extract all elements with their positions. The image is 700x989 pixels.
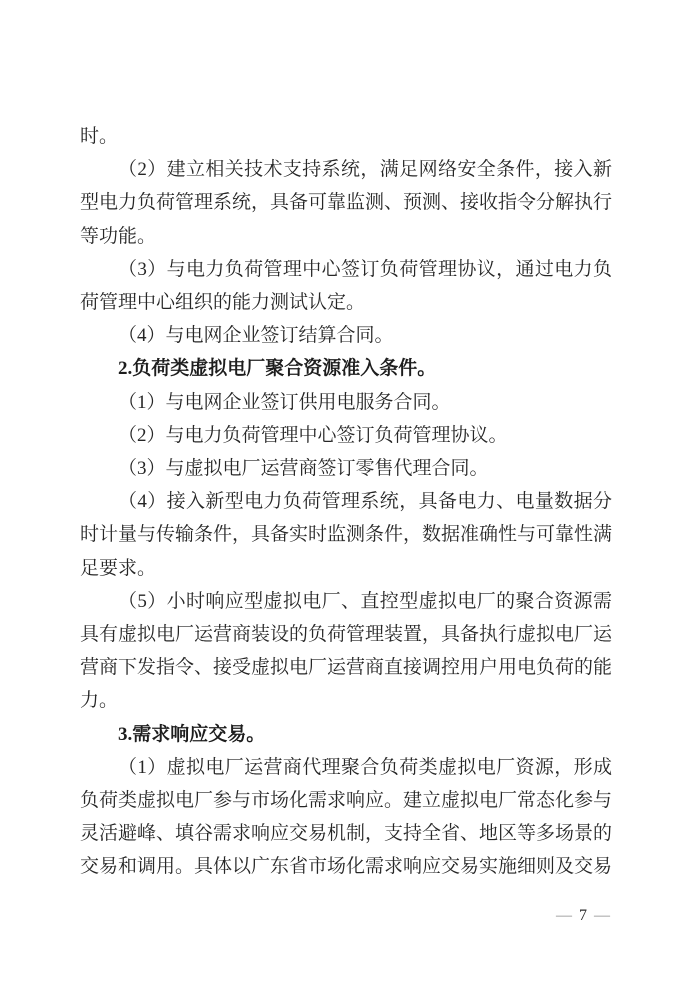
paragraph: （2）建立相关技术支持系统，满足网络安全条件，接入新型电力负荷管理系统，具备可靠监测、预测、接收指令分解执行等功能。 — [80, 159, 613, 247]
paragraph-continuation: 时。 — [80, 126, 119, 147]
page-number — [556, 906, 610, 926]
paragraph: （4）接入新型电力负荷管理系统，具备电力、电量数据分时计量与传输条件，具备实时监测条件，数据准确性与可靠性满足要求。 — [80, 491, 613, 579]
paragraph: （3）与虚拟电厂运营商签订零售代理合同。 — [118, 458, 489, 480]
paragraph: （1）虚拟电厂运营商代理聚合负荷类虚拟电厂资源，形成负荷类虚拟电厂参与市场化需求响应。建立虚拟电厂常态化参与灵活避峰、填谷需求响应交易机制，支持全省、地区等多场景的交易和调用。具体以广东省市场化需求响应交易实施细则及交易 — [80, 756, 613, 878]
section-heading-demand-response: 3.需求响应交易。 — [118, 723, 266, 745]
paragraph: （4）与电网企业签订结算合同。 — [118, 325, 394, 347]
page-number-value: 7 — [579, 907, 587, 924]
page-number-dash-right: — — [594, 907, 610, 924]
paragraph: （2）与电力负荷管理中心签订负荷管理协议。 — [118, 424, 508, 446]
section-heading-load-vpp-conditions: 2.负荷类虚拟电厂聚合资源准入条件。 — [118, 358, 437, 380]
paragraph: （5）小时响应型虚拟电厂、直控型虚拟电厂的聚合资源需具有虚拟电厂运营商装设的负荷管理装置，具备执行虚拟电厂运营商下发指令、接受虚拟电厂运营商直接调控用户用电负荷的能力。 — [80, 590, 613, 712]
page-number-dash-left: — — [556, 907, 572, 924]
document-body — [80, 120, 612, 884]
paragraph: （3）与电力负荷管理中心签订负荷管理协议，通过电力负荷管理中心组织的能力测试认定。 — [80, 258, 612, 314]
paragraph: （1）与电网企业签订供用电服务合同。 — [118, 391, 451, 413]
